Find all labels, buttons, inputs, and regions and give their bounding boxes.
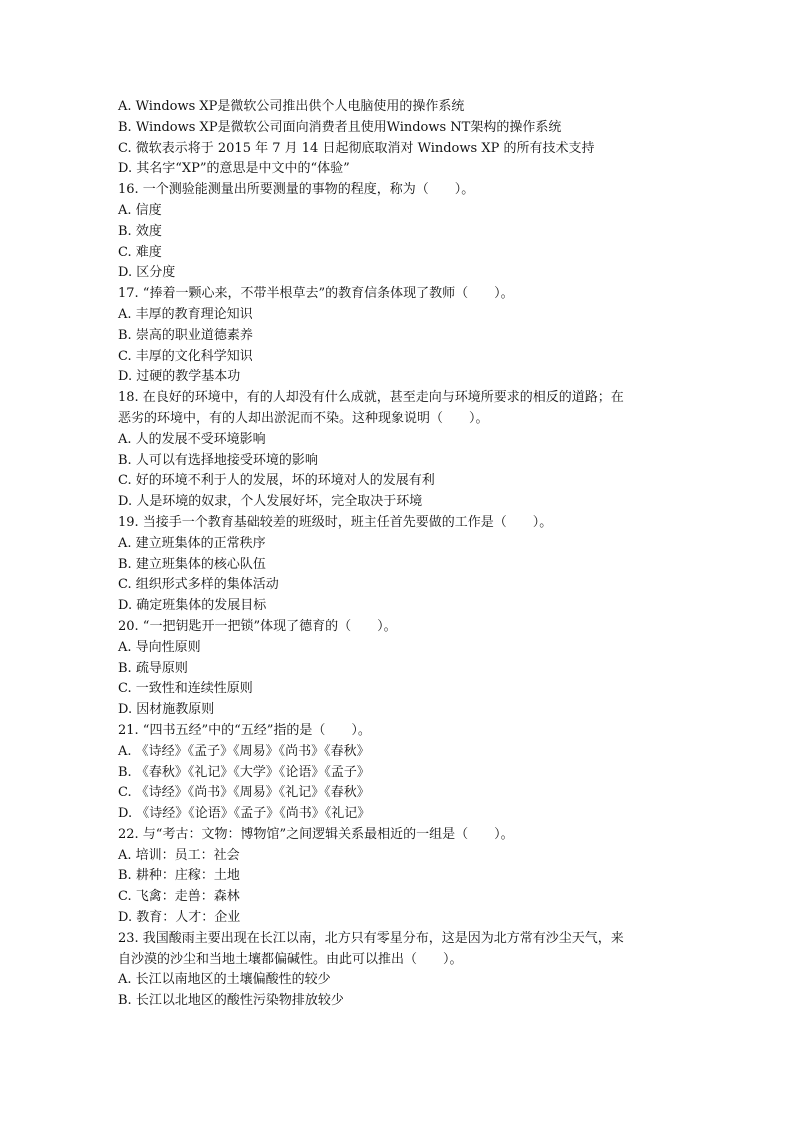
- option-line: D. 因材施教原则: [118, 702, 215, 718]
- document-page: [118, 97, 678, 1012]
- option-line: A. 信度: [118, 202, 162, 218]
- option-line: C. 《诗经》《尚书》《周易》《礼记》《春秋》: [118, 785, 370, 801]
- text-line: D. 其名字“XP”的意思是中文中的“体验”: [118, 161, 350, 177]
- option-line: C. 好的环境不利于人的发展，坏的环境对人的发展有利: [118, 473, 435, 489]
- option-line: A. 丰厚的教育理论知识: [118, 306, 253, 322]
- option-line: C. 组织形式多样的集体活动: [118, 577, 279, 593]
- question-17: 17. “捧着一颗心来，不带半根草去”的教育信条体现了教师（ ）。: [118, 286, 514, 302]
- option-line: C. 一致性和连续性原则: [118, 681, 253, 697]
- option-line: D. 《诗经》《论语》《孟子》《尚书》《礼记》: [118, 806, 371, 822]
- option-line: D. 教育：人才：企业: [118, 910, 241, 926]
- question-23-continued: 自沙漠的沙尘和当地土壤都偏碱性。由此可以推出（ ）。: [118, 951, 463, 967]
- option-line: A. 长江以南地区的土壤偏酸性的较少: [118, 972, 331, 988]
- option-line: D. 确定班集体的发展目标: [118, 598, 267, 614]
- option-line: C. 丰厚的文化科学知识: [118, 348, 253, 364]
- option-line: B. 长江以北地区的酸性污染物排放较少: [118, 993, 344, 1009]
- option-line: A. 人的发展不受环境影响: [118, 431, 266, 447]
- option-line: D. 过硬的教学基本功: [118, 369, 241, 385]
- option-line: B. 崇高的职业道德素养: [118, 327, 253, 343]
- text-line: B. Windows XP是微软公司面向消费者且使用Windows NT架构的操作系统: [118, 119, 562, 135]
- question-18-continued: 恶劣的环境中，有的人却出淤泥而不染。这种现象说明（ ）。: [118, 410, 489, 426]
- question-19: 19. 当接手一个教育基础较差的班级时，班主任首先要做的工作是（ ）。: [118, 514, 553, 530]
- question-22: 22. 与“考古：文物：博物馆”之间逻辑关系最相近的一组是（ ）。: [118, 826, 514, 842]
- option-line: B. 疏导原则: [118, 660, 188, 676]
- option-line: A. 培训：员工：社会: [118, 847, 240, 863]
- option-line: B. 效度: [118, 223, 162, 239]
- option-line: B. 《春秋》《礼记》《大学》《论语》《孟子》: [118, 764, 370, 780]
- option-line: B. 建立班集体的核心队伍: [118, 556, 266, 572]
- option-line: B. 人可以有选择地接受环境的影响: [118, 452, 318, 468]
- option-line: A. 《诗经》《孟子》《周易》《尚书》《春秋》: [118, 743, 370, 759]
- option-line: C. 飞禽：走兽：森林: [118, 889, 240, 905]
- option-line: A. 导向性原则: [118, 639, 201, 655]
- question-18: 18. 在良好的环境中，有的人却没有什么成就，甚至走向与环境所要求的相反的道路；在: [118, 390, 624, 406]
- question-21: 21. “四书五经”中的“五经”指的是（ ）。: [118, 722, 371, 738]
- text-line: A. Windows XP是微软公司推出供个人电脑使用的操作系统: [118, 99, 465, 114]
- question-20: 20. “一把钥匙开一把锁”体现了德育的（ ）。: [118, 618, 397, 634]
- option-line: A. 建立班集体的正常秩序: [118, 535, 266, 551]
- question-23: 23. 我国酸雨主要出现在长江以南，北方只有零星分布，这是因为北方常有沙尘天气，来: [118, 930, 624, 946]
- text-line: C. 微软表示将于 2015 年 7 月 14 日起彻底取消对 Windows XP 的所有技术支持: [118, 140, 595, 156]
- option-line: D. 人是环境的奴隶，个人发展好坏，完全取决于环境: [118, 494, 423, 510]
- option-line: C. 难度: [118, 244, 162, 260]
- question-16: 16. 一个测验能测量出所要测量的事物的程度，称为（ ）。: [118, 182, 475, 198]
- option-line: B. 耕种：庄稼：土地: [118, 868, 240, 884]
- option-line: D. 区分度: [118, 265, 176, 281]
